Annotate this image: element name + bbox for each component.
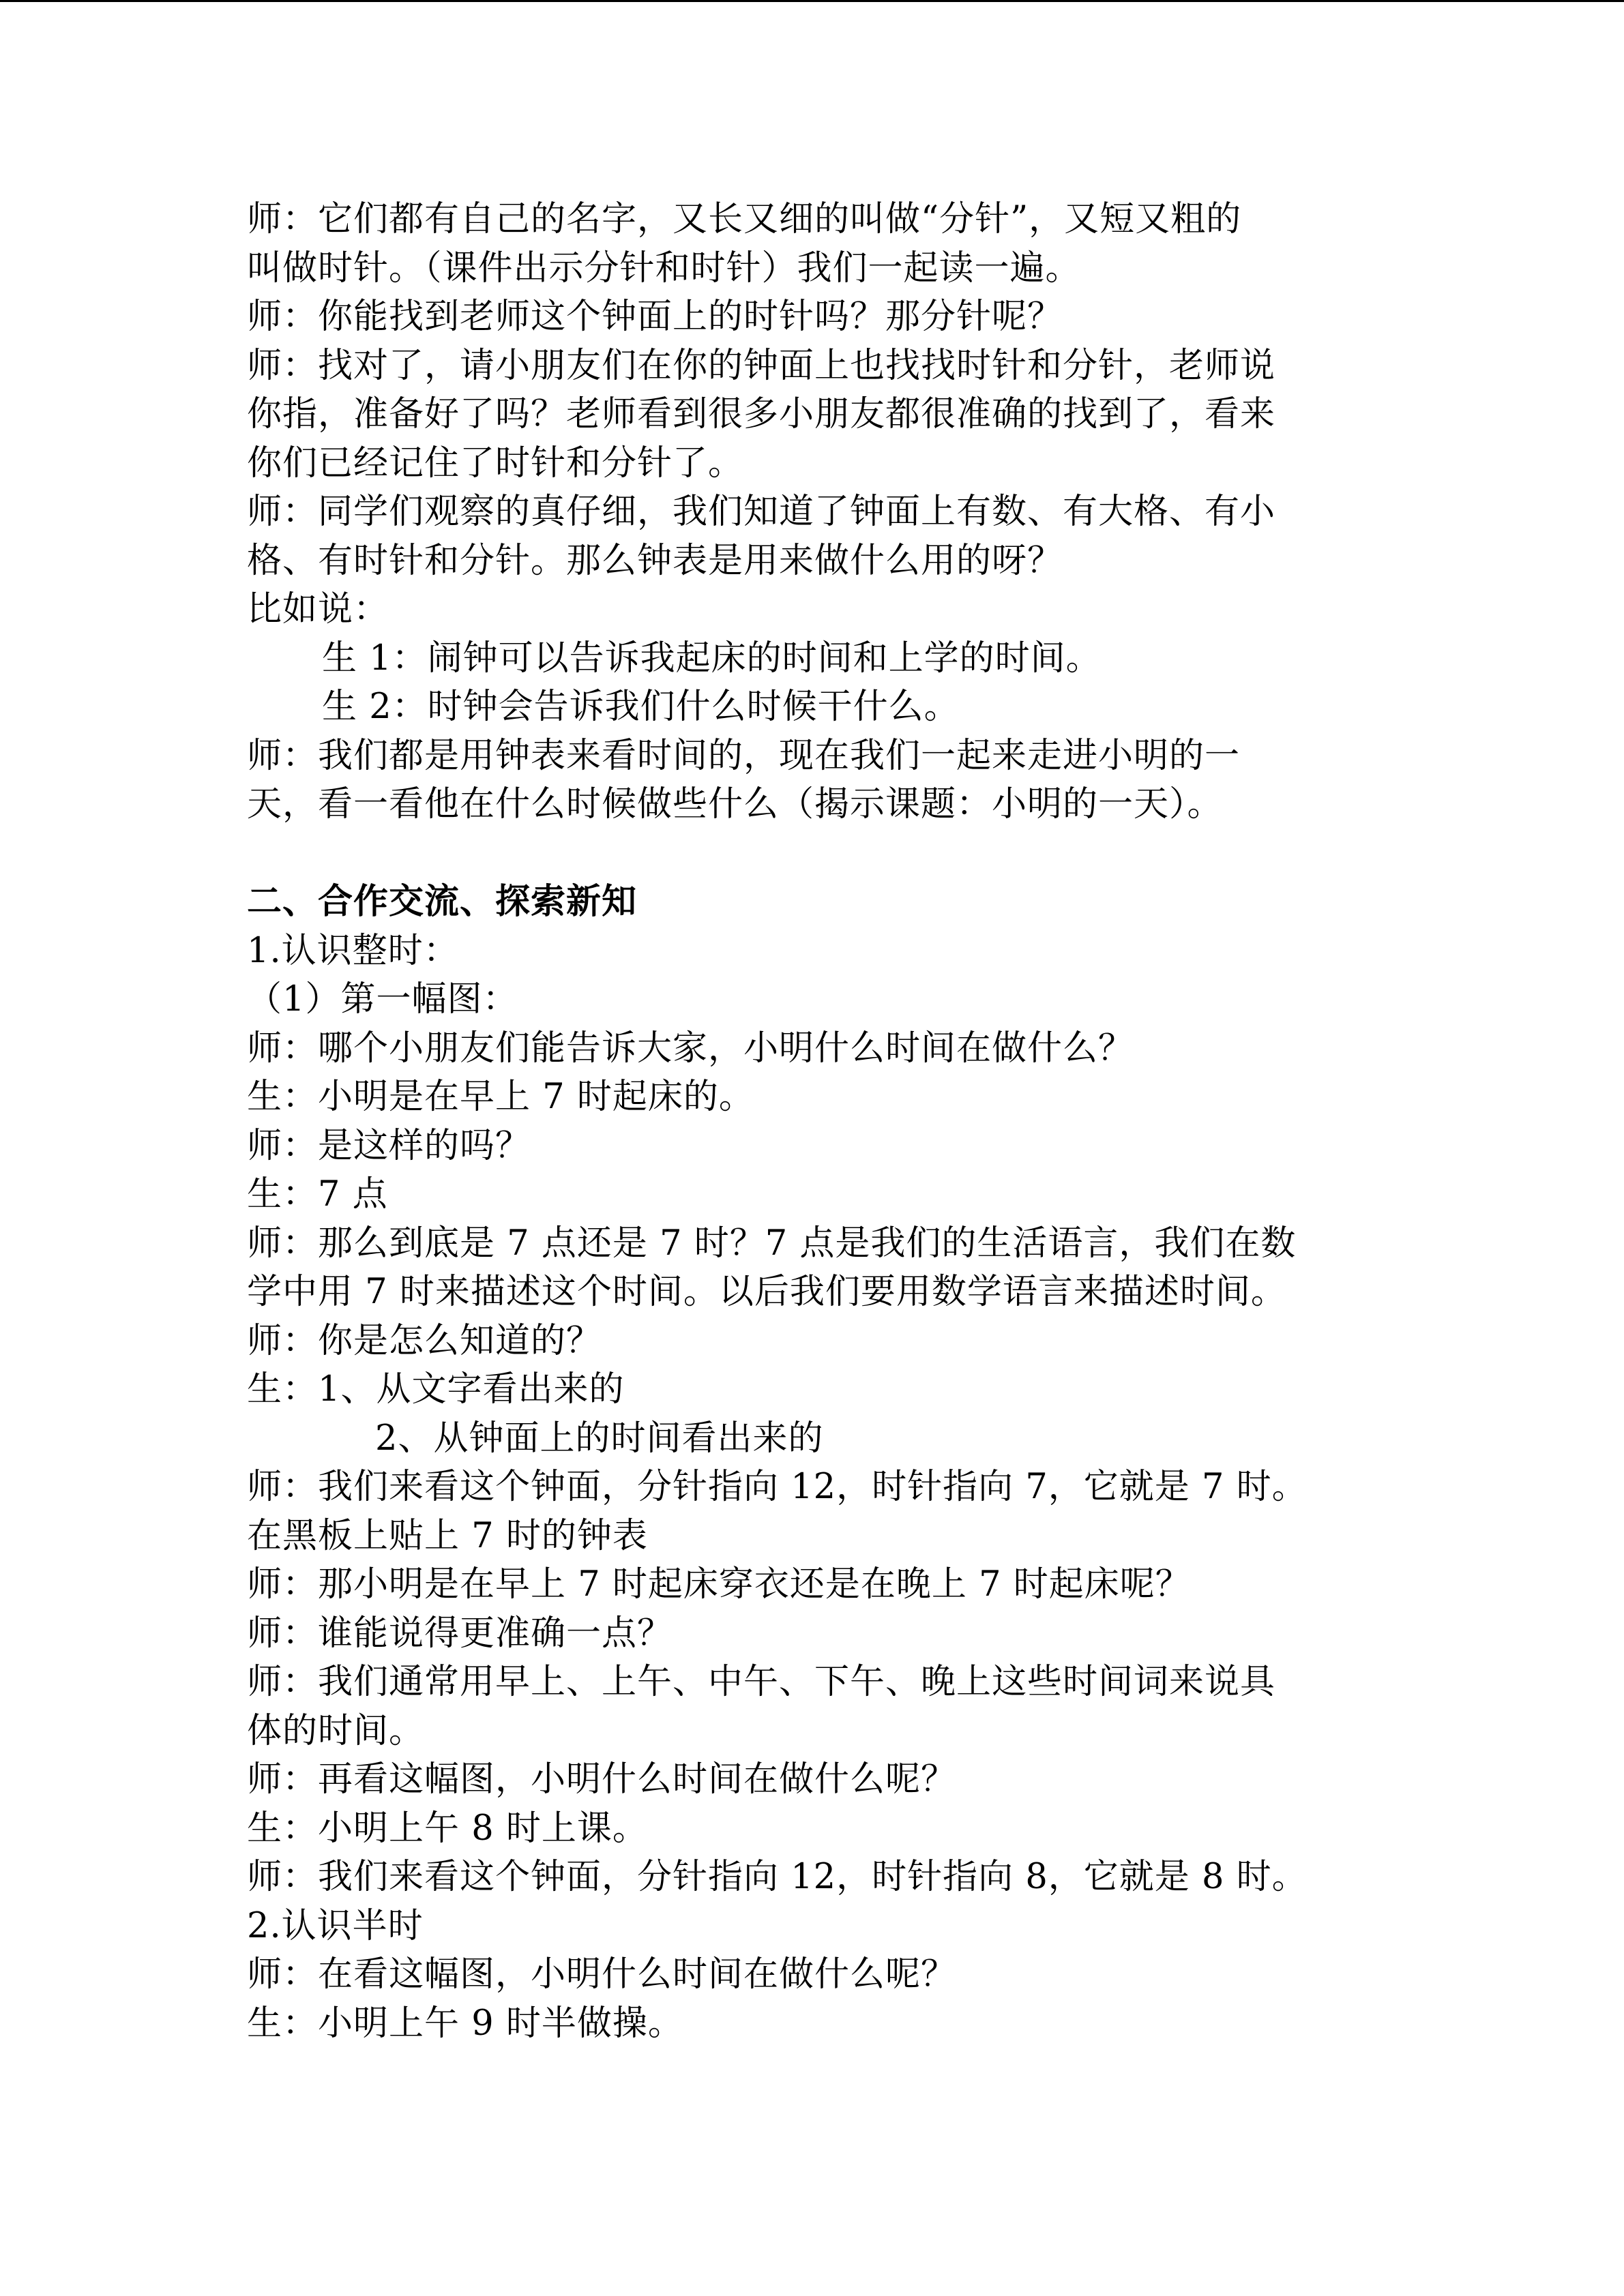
text-line: 师：再看这幅图，小明什么时间在做什么呢？ [247,1759,957,1800]
text-line: 师：我们都是用钟表来看时间的，现在我们一起来走进小明的一 [247,735,1241,776]
text-line: 生：小明上午 8 时上课。 [247,1808,648,1849]
text-line: 师：我们来看这个钟面，分针指向 12，时针指向 7，它就是 7 时。 [247,1467,1308,1507]
text-line: 师：那么到底是 7 点还是 7 时？7 点是我们的生活语言，我们在数 [247,1223,1297,1264]
text-line: 格、有时针和分针。那么钟表是用来做什么用的呀？ [247,540,1063,581]
text-line: 师：找对了，请小朋友们在你的钟面上也找找时针和分针，老师说 [247,345,1276,386]
text-line: 比如说： [247,589,389,629]
text-line: 生：1、从文字看出来的 [247,1369,625,1410]
text-line: 师：它们都有自己的名字，又长又细的叫做“分针”，又短又粗的 [247,199,1242,239]
text-line: 师：那小明是在早上 7 时起床穿衣还是在晚上 7 时起床呢？ [247,1564,1191,1605]
text-line: （1）第一幅图： [247,979,518,1019]
text-line: 1.认识整时： [247,930,459,971]
paragraph-spacer [247,829,1365,878]
text-line: 天，看一看他在什么时候做些什么（揭示课题：小明的一天）。 [247,784,1223,824]
text-line: 生：7 点 [247,1174,388,1214]
text-line: 在黑板上贴上 7 时的钟表 [247,1515,648,1556]
text-line: 你指，准备好了吗？老师看到很多小朋友都很准确的找到了，看来 [247,394,1276,434]
text-line-indented: 2、从钟面上的时间看出来的 [375,1418,824,1459]
text-line: 学中用 7 时来描述这个时间。以后我们要用数学语言来描述时间。 [247,1272,1286,1312]
section-heading: 二、合作交流、探索新知 [247,881,638,922]
text-line: 师：谁能说得更准确一点？ [247,1613,673,1654]
text-line: 叫做时针。（课件出示分针和时针）我们一起读一遍。 [247,248,1081,288]
text-line: 师：你是怎么知道的？ [247,1320,602,1361]
text-line: 你们已经记住了时针和分针了。 [247,443,744,483]
text-line: 师：在看这幅图，小明什么时间在做什么呢？ [247,1954,957,1995]
text-line: 师：我们来看这个钟面，分针指向 12，时针指向 8，它就是 8 时。 [247,1857,1308,1897]
text-line: 师：哪个小朋友们能告诉大家，小明什么时间在做什么？ [247,1028,1134,1069]
text-line: 师：是这样的吗？ [247,1125,531,1166]
page-top-border [0,0,1624,2]
document-body [247,195,1365,2048]
text-line: 生：小明上午 9 时半做操。 [247,2003,683,2044]
text-line-indented: 生 2：时钟会告诉我们什么时候干什么。 [322,687,960,727]
text-line: 师：你能找到老师这个钟面上的时针吗？那分针呢？ [247,297,1063,337]
text-line-indented: 生 1：闹钟可以告诉我起床的时间和上学的时间。 [322,638,1102,679]
text-line: 体的时间。 [247,1710,425,1751]
text-line: 生：小明是在早上 7 时起床的。 [247,1077,754,1117]
text-line: 师：同学们观察的真仔细，我们知道了钟面上有数、有大格、有小 [247,492,1276,532]
text-line: 2.认识半时 [247,1905,424,1946]
text-line: 师：我们通常用早上、上午、中午、下午、晚上这些时间词来说具 [247,1662,1276,1702]
